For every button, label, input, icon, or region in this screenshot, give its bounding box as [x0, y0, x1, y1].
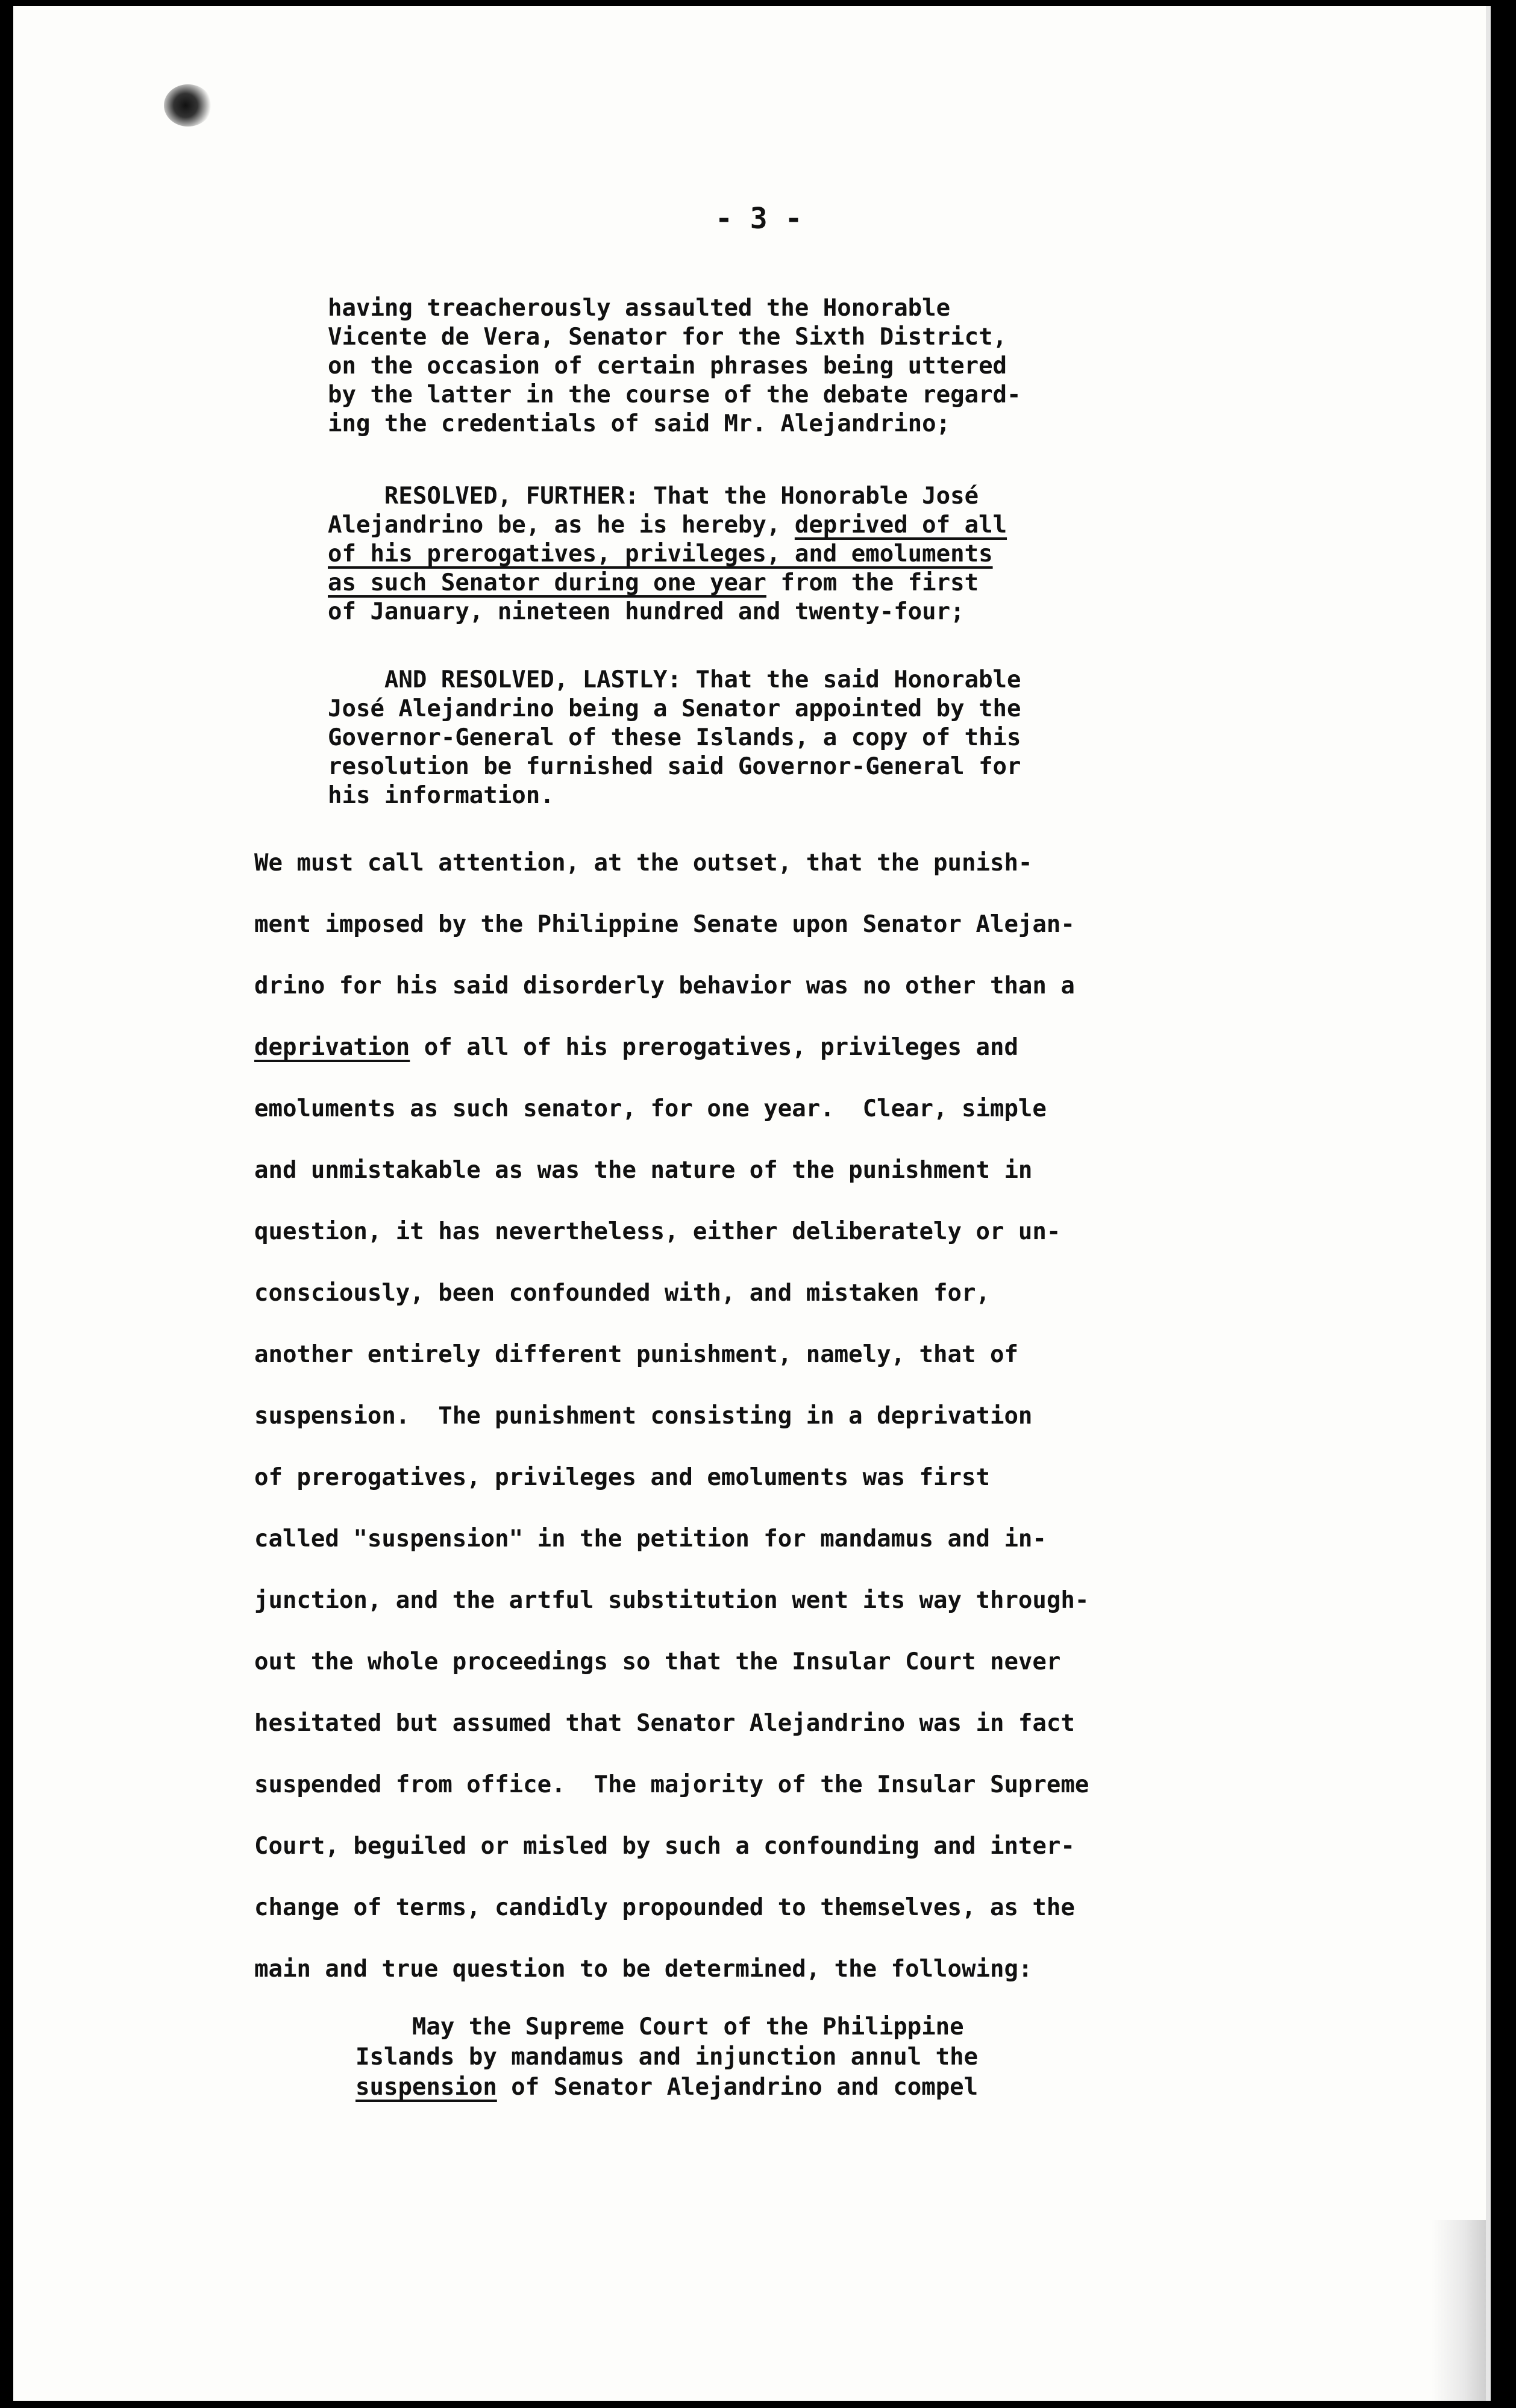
- body-line: out the whole proceedings so that the Insular Court never: [254, 1648, 1061, 1675]
- resolution-intro-line: having treacherously assaulted the Honorable: [328, 295, 951, 322]
- body-line: and unmistakable as was the nature of the punishment in: [254, 1157, 1033, 1184]
- body-line: called "suspension" in the petition for mandamus and in-: [254, 1525, 1047, 1553]
- body-line: We must call attention, at the outset, that the punish-: [254, 849, 1033, 877]
- body-line: suspended from office. The majority of the Insular Supreme: [254, 1771, 1089, 1798]
- resolution-intro-line: on the occasion of certain phrases being uttered: [328, 352, 1007, 380]
- resolved-lastly-line: José Alejandrino being a Senator appointed by the: [328, 695, 1021, 722]
- resolved-further-underline: of his prerogatives, privileges, and emoluments: [328, 540, 993, 568]
- body-line: main and true question to be determined, the following:: [254, 1956, 1033, 1983]
- underlined-term: suspension: [356, 2074, 497, 2101]
- body-line: question, it has nevertheless, either deliberately or un-: [254, 1218, 1061, 1245]
- body-line-text: of all of his prerogatives, privileges and: [410, 1034, 1018, 1061]
- quote-line: of Senator Alejandrino and compel: [496, 2074, 979, 2101]
- body-line: ment imposed by the Philippine Senate upon Senator Alejan-: [254, 911, 1075, 938]
- body-line: change of terms, candidly propounded to themselves, as the: [254, 1894, 1075, 1921]
- quote-line: Islands by mandamus and injunction annul the: [356, 2044, 979, 2071]
- resolution-intro-line: ing the credentials of said Mr. Alejandrino;: [328, 410, 951, 437]
- resolved-further: [328, 482, 1007, 627]
- resolved-further-underline: as such Senator during one year: [328, 569, 766, 596]
- resolution-intro-line: by the latter in the course of the debate regard-: [328, 381, 1021, 408]
- body-line: [254, 1034, 1018, 1061]
- resolved-further-line: from the first: [766, 569, 979, 596]
- resolved-lastly-line: his information.: [328, 782, 554, 809]
- resolved-further-underline: deprived of all: [794, 511, 1007, 539]
- body-line: drino for his said disorderly behavior was no other than a: [254, 972, 1075, 999]
- body-line: of prerogatives, privileges and emoluments was first: [254, 1464, 990, 1491]
- resolved-lastly-line: AND RESOLVED, LASTLY: That the said Honorable: [384, 666, 1021, 693]
- resolved-further-line: of January, nineteen hundred and twenty-four;: [328, 598, 965, 625]
- resolved-lastly-line: resolution be furnished said Governor-General for: [328, 753, 1021, 780]
- ink-smudge: [164, 84, 212, 127]
- underlined-term: deprivation: [254, 1034, 410, 1061]
- resolved-lastly: [328, 666, 1021, 810]
- resolved-lastly-line: Governor-General of these Islands, a copy of this: [328, 724, 1021, 751]
- body-line: hesitated but assumed that Senator Alejandrino was in fact: [254, 1710, 1075, 1737]
- resolution-intro-line: Vicente de Vera, Senator for the Sixth District,: [328, 324, 1007, 351]
- body-line: suspension. The punishment consisting in a deprivation: [254, 1403, 1033, 1430]
- block-quote: [356, 2012, 978, 2103]
- body-line: junction, and the artful substitution went its way through-: [254, 1587, 1089, 1614]
- body-line: consciously, been confounded with, and mistaken for,: [254, 1280, 990, 1307]
- resolution-intro: [328, 294, 1021, 439]
- body-line: Court, beguiled or misled by such a confounding and inter-: [254, 1833, 1075, 1860]
- resolved-further-line: RESOLVED, FURTHER: That the Honorable José: [384, 483, 979, 510]
- quote-line: May the Supreme Court of the Philippine: [412, 2013, 964, 2041]
- body-line: another entirely different punishment, namely, that of: [254, 1341, 1018, 1368]
- page-number: - 3 -: [715, 202, 803, 236]
- document-page: [13, 6, 1491, 2401]
- page-edge-curl: [1432, 2220, 1486, 2401]
- resolved-further-line: Alejandrino be, as he is hereby,: [328, 511, 795, 539]
- body-line: emoluments as such senator, for one year. Clear, simple: [254, 1095, 1047, 1122]
